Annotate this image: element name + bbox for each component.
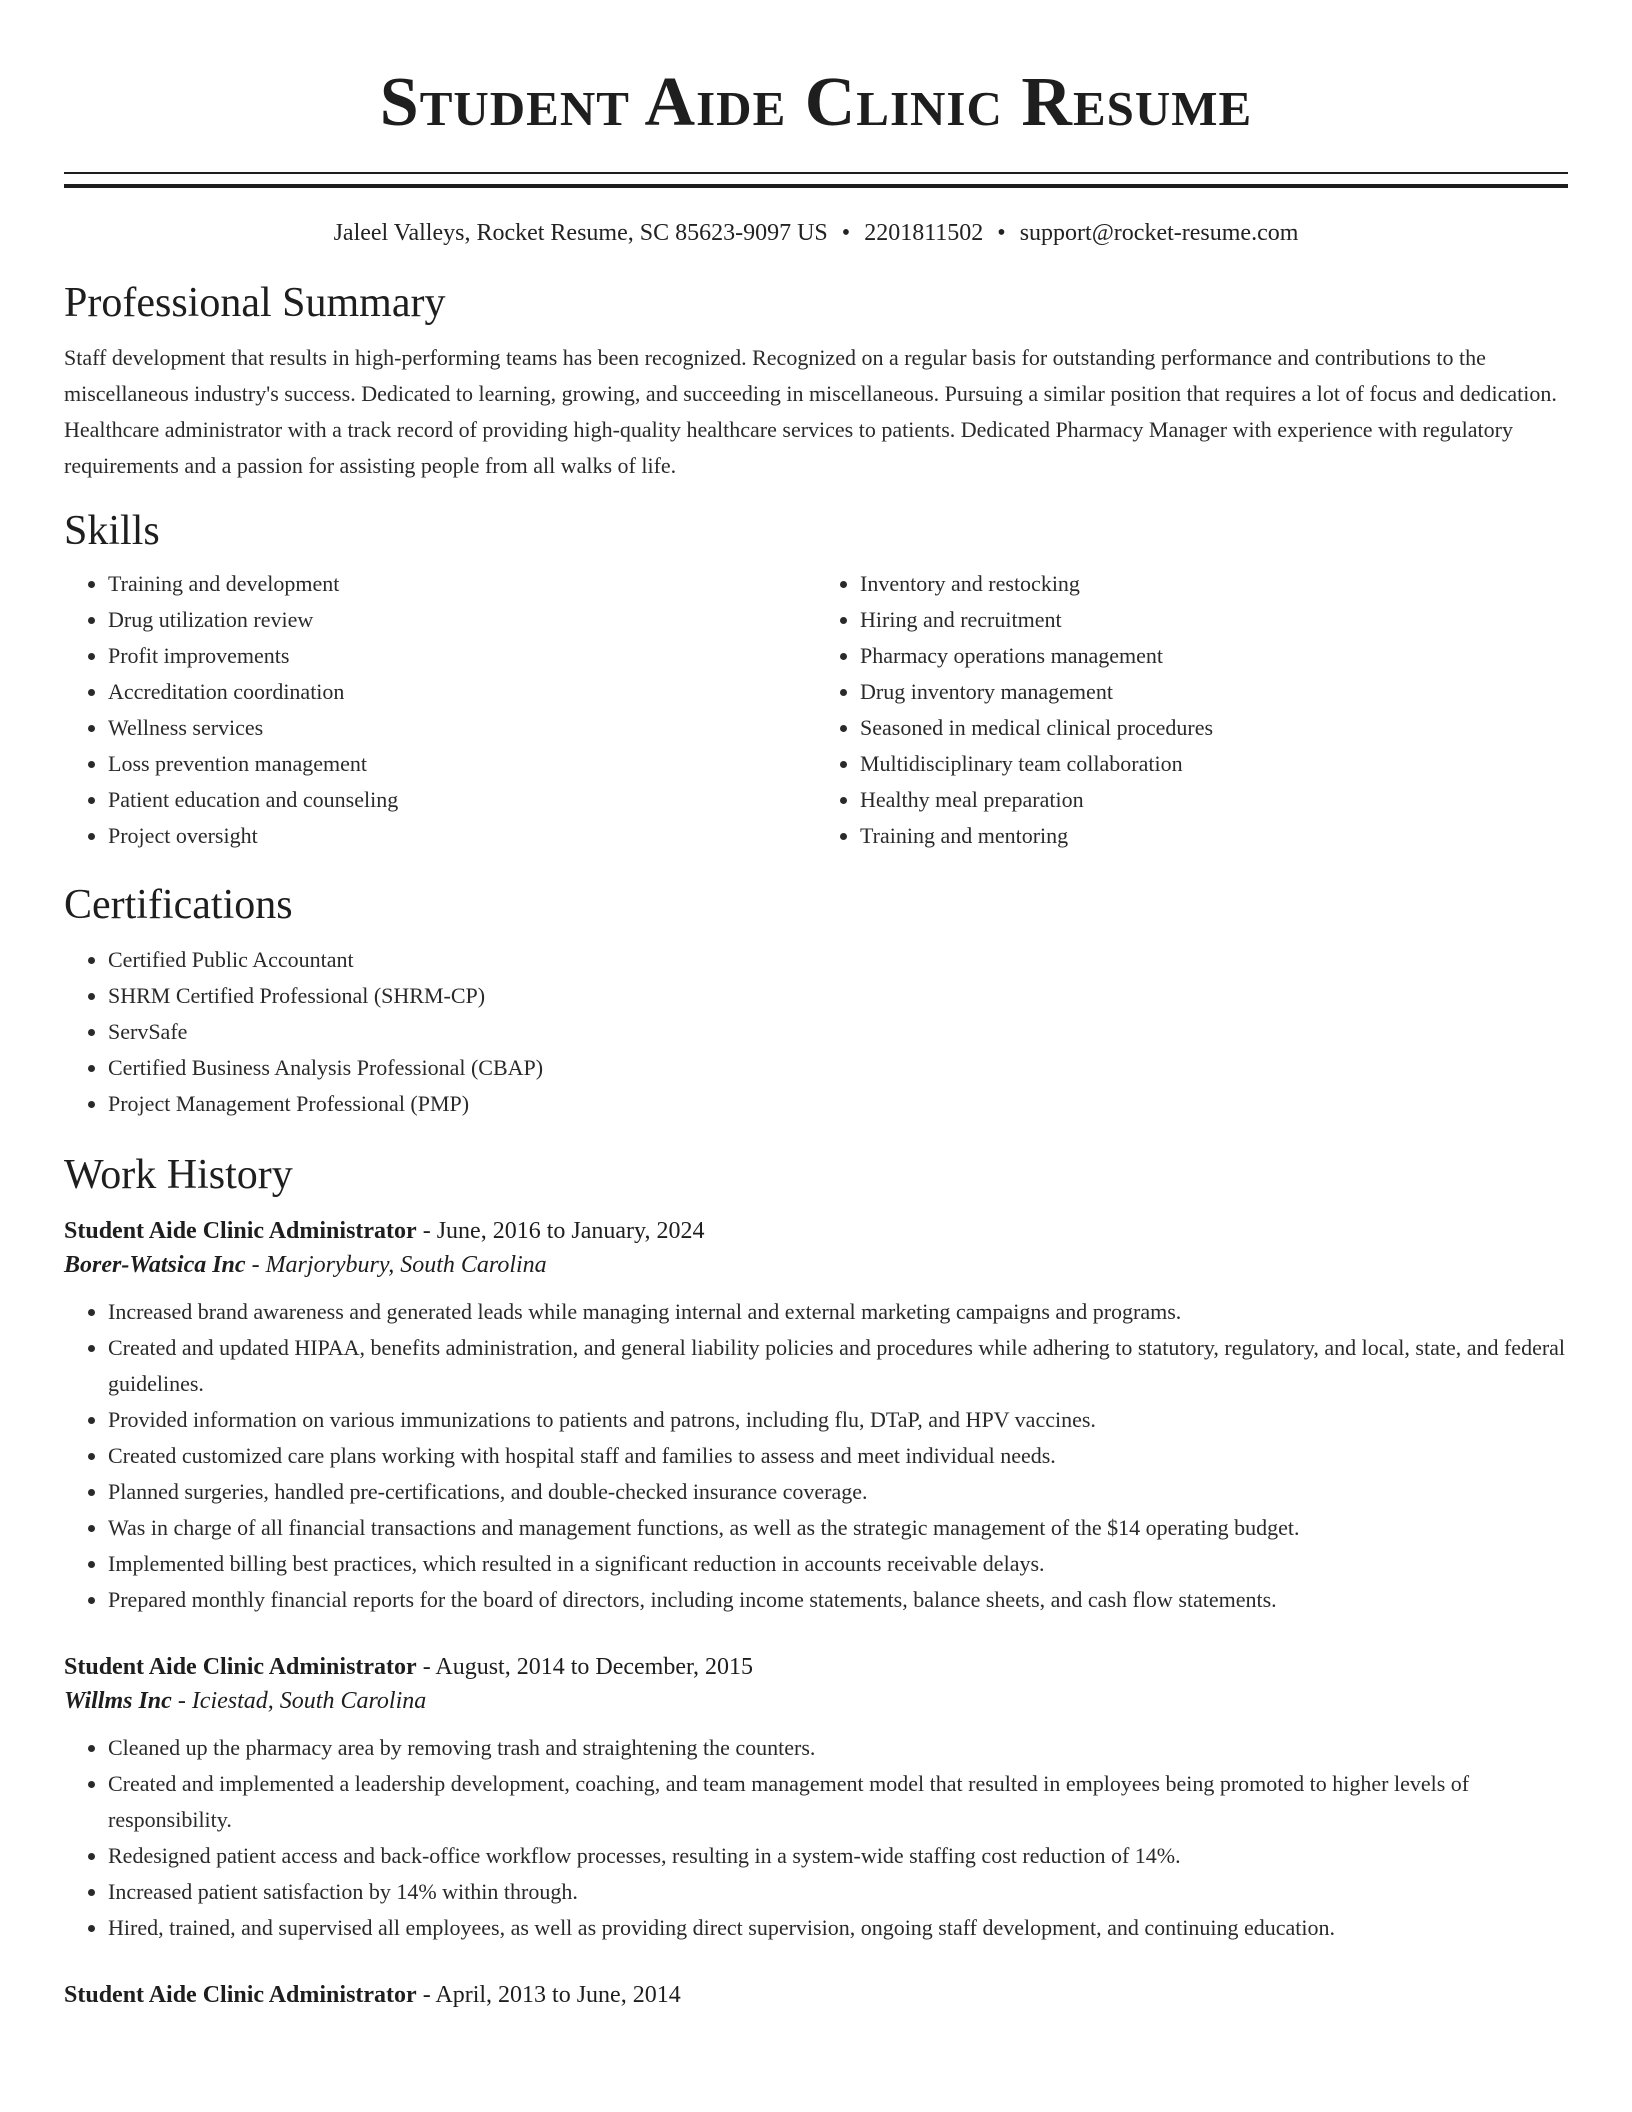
job-duty-item: • Prepared monthly financial reports for the board of directors, including income statements, balance sheets, and cash flow statements. <box>108 1582 1568 1618</box>
job-duty-item: • Redesigned patient access and back-office workflow processes, resulting in a system-wide staffing cost reduction of 14%. <box>108 1838 1568 1874</box>
certification-item: • Certified Business Analysis Professional (CBAP) <box>108 1050 1568 1086</box>
skill-item: • Loss prevention management <box>108 746 816 782</box>
job-duty-item: • Cleaned up the pharmacy area by removing trash and straightening the counters. <box>108 1730 1568 1766</box>
job-title-line: Student Aide Clinic Administrator - April, 2013 to June, 2014 <box>64 1982 681 2008</box>
job-dates: August, 2014 to December, 2015 <box>435 1654 754 1680</box>
job-duty-item: • Created and implemented a leadership development, coaching, and team management model that resulted in employees being promoted to higher levels of responsibility. <box>108 1766 1568 1838</box>
job-location: Marjorybury, South Carolina <box>265 1252 547 1278</box>
job-duty-item: • Created and updated HIPAA, benefits administration, and general liability policies and procedures while adhering to statutory, regulatory, and local, state, and federal guidelines. <box>108 1330 1568 1402</box>
skills-column-left <box>64 566 816 854</box>
job-title: Student Aide Clinic Administrator <box>64 1982 417 2008</box>
job-duty-item: • Hired, trained, and supervised all employees, as well as providing direct supervision, ongoing staff development, and continuing education. <box>108 1910 1568 1946</box>
resume-title: Student Aide Clinic Resume <box>379 64 1253 141</box>
job-duty-item: • Planned surgeries, handled pre-certifications, and double-checked insurance coverage. <box>108 1474 1568 1510</box>
job-duties-list <box>64 1294 1568 1618</box>
job-duties-list <box>64 1730 1568 1946</box>
certifications-list <box>64 942 1568 1122</box>
summary-heading: Professional Summary <box>64 280 446 326</box>
skill-item: • Multidisciplinary team collaboration <box>860 746 1568 782</box>
job-duty-item: • Implemented billing best practices, which resulted in a significant reduction in accounts receivable delays. <box>108 1546 1568 1582</box>
skills-column-right <box>816 566 1568 854</box>
certification-item: • SHRM Certified Professional (SHRM-CP) <box>108 978 1568 1014</box>
skills-heading: Skills <box>64 508 160 554</box>
skill-item: • Project oversight <box>108 818 816 854</box>
job-entry <box>64 1214 1568 1618</box>
title-divider <box>64 172 1568 188</box>
skill-item: • Profit improvements <box>108 638 816 674</box>
contact-separator: • <box>997 220 1006 246</box>
certification-item: • Certified Public Accountant <box>108 942 1568 978</box>
contact-phone: 2201811502 <box>864 220 984 246</box>
job-company-line: Borer-Watsica Inc - Marjorybury, South Carolina <box>64 1252 547 1278</box>
job-title-line: Student Aide Clinic Administrator - August, 2014 to December, 2015 <box>64 1654 754 1680</box>
skill-item: • Accreditation coordination <box>108 674 816 710</box>
contact-separator: • <box>841 220 851 246</box>
job-entry <box>64 1978 1568 2012</box>
job-dates: June, 2016 to January, 2024 <box>436 1218 705 1244</box>
job-title-line: Student Aide Clinic Administrator - June, 2016 to January, 2024 <box>64 1218 705 1244</box>
job-company: Willms Inc <box>64 1688 172 1714</box>
job-duty-item: • Increased patient satisfaction by 14% within through. <box>108 1874 1568 1910</box>
work-history-heading: Work History <box>64 1152 293 1198</box>
contact-email: support@rocket-resume.com <box>1019 220 1299 246</box>
job-title: Student Aide Clinic Administrator <box>64 1218 417 1244</box>
skill-item: • Hiring and recruitment <box>860 602 1568 638</box>
skills-list <box>64 566 1568 854</box>
skill-item: • Training and development <box>108 566 816 602</box>
certification-item: • ServSafe <box>108 1014 1568 1050</box>
job-entry <box>64 1650 1568 1946</box>
job-company-line: Willms Inc - Iciestad, South Carolina <box>64 1688 427 1714</box>
job-duty-item: • Created customized care plans working with hospital staff and families to assess and meet individual needs. <box>108 1438 1568 1474</box>
contact-line <box>64 218 1568 248</box>
skill-item: • Healthy meal preparation <box>860 782 1568 818</box>
skill-item: • Inventory and restocking <box>860 566 1568 602</box>
certifications-heading: Certifications <box>64 882 293 928</box>
job-location: Iciestad, South Carolina <box>191 1688 427 1714</box>
job-duty-item: • Increased brand awareness and generated leads while managing internal and external marketing campaigns and programs. <box>108 1294 1568 1330</box>
skill-item: • Wellness services <box>108 710 816 746</box>
job-duty-item: • Was in charge of all financial transactions and management functions, as well as the strategic management of the $14 operating budget. <box>108 1510 1568 1546</box>
certification-item: • Project Management Professional (PMP) <box>108 1086 1568 1122</box>
summary-text: Staff development that results in high-performing teams has been recognized. Recognized on a regular basis for outstanding performance and contributions to the miscellaneous industry's success. Dedicated to learning, growing, and succeeding in miscellaneous. Pursuing a similar position that requires a lot of focus and dedication. Healthcare administrator with a track record of providing high-quality healthcare services to patients. Dedicated Pharmacy Manager with experience with regulatory requirements and a passion for assisting people from all walks of life. <box>64 345 1557 478</box>
job-duty-item: • Provided information on various immunizations to patients and patrons, including flu, DTaP, and HPV vaccines. <box>108 1402 1568 1438</box>
job-company: Borer-Watsica Inc <box>64 1252 246 1278</box>
skill-item: • Seasoned in medical clinical procedures <box>860 710 1568 746</box>
skill-item: • Patient education and counseling <box>108 782 816 818</box>
skill-item: • Drug utilization review <box>108 602 816 638</box>
contact-address: Jaleel Valleys, Rocket Resume, SC 85623-9097 US <box>333 220 828 246</box>
job-title: Student Aide Clinic Administrator <box>64 1654 417 1680</box>
skill-item: • Pharmacy operations management <box>860 638 1568 674</box>
skill-item: • Drug inventory management <box>860 674 1568 710</box>
skill-item: • Training and mentoring <box>860 818 1568 854</box>
job-dates: April, 2013 to June, 2014 <box>435 1982 681 2008</box>
